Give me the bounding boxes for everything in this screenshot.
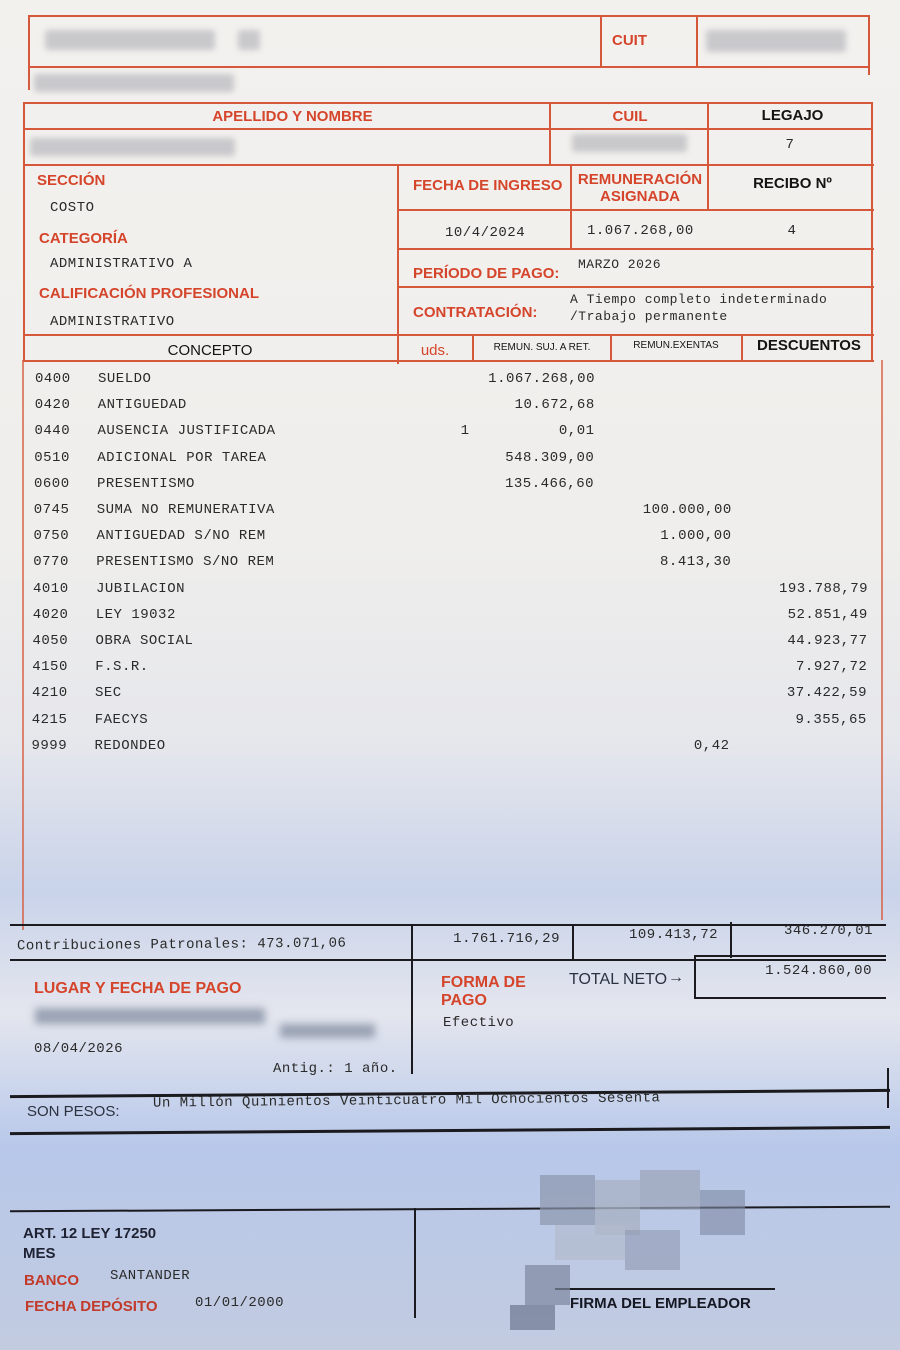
row-concept: PRESENTISMO [97,475,195,492]
redacted-cuil [572,134,687,152]
contratacion-line-1: A Tiempo completo indeterminado [570,292,828,307]
neto-box-bottom [694,997,886,999]
banco-label: BANCO [24,1272,79,1289]
row-remun-suj: 10.672,68 [514,397,595,414]
col-sep-ex [741,334,743,361]
remun-sep [570,164,572,249]
rule-1 [28,66,870,68]
neto-box-top [694,955,886,957]
row-remun-suj: 0,01 [558,423,595,440]
row-concept: REDONDEO [94,737,166,754]
total-descuentos: 346.270,01 [783,923,873,939]
row-code: 4020 [32,606,69,623]
calificacion-value: ADMINISTRATIVO [50,314,175,330]
banco-value: SANTANDER [110,1268,191,1284]
row-code: 4150 [32,659,68,676]
row-concept: OBRA SOCIAL [95,633,194,649]
row-uds: 1 [460,423,470,440]
total-neto-arrow: → [668,969,684,986]
row-code: 4210 [32,685,68,702]
row-descuento: 52.851,49 [787,606,868,623]
sonpesos-right [887,1068,889,1108]
col-remun-ex: REMUN.EXENTAS [633,340,719,351]
son-pesos-label: SON PESOS: [27,1103,120,1120]
rule-4 [24,164,874,166]
redacted-place [35,1008,265,1024]
firma-empleador-label: FIRMA DEL EMPLEADOR [570,1295,751,1312]
remuneracion-value: 1.067.268,00 [587,223,694,239]
redacted-company-name [45,30,215,50]
footer-sep [414,1208,416,1318]
son-pesos-value: Un Millón Quinientos Veinticuatro Mil Ochocientos Sesenta [152,1090,661,1112]
row-remun-ex: 1.000,00 [660,528,732,545]
row-remun-suj: 1.067.268,00 [488,371,595,387]
remuneracion-label-2: ASIGNADA [599,188,680,205]
row-code: 0510 [34,449,70,466]
col-concepto: CONCEPTO [167,342,253,359]
row-concept: SUMA NO REMUNERATIVA [96,502,275,518]
cuit-sep-1 [600,15,602,67]
forma-pago-label-1: FORMA DE [441,974,526,991]
rule-7 [398,286,874,288]
row-code: 0440 [34,423,71,440]
cuit-sep-2 [696,15,698,67]
total-remun-suj: 1.761.716,29 [453,931,560,947]
forma-pago-value: Efectivo [443,1015,515,1031]
fecha-ingreso-label: FECHA DE INGRESO [413,177,563,194]
legajo-value: 7 [785,137,795,153]
cuil-label: CUIL [612,108,648,125]
redacted-cuit [706,30,846,52]
apellido-nombre-label: APELLIDO Y NOMBRE [212,108,373,125]
row-code: 4215 [31,711,68,728]
row-code: 4050 [32,633,69,649]
frame-left-top [28,15,30,90]
row-descuento: 9.355,65 [795,711,867,728]
row-descuento: 193.788,79 [778,580,868,597]
remuneracion-label-1: REMUNERACIÓN [577,171,703,188]
row-concept: FAECYS [94,711,149,728]
rule-3 [24,128,872,130]
fecha-pago-value: 08/04/2026 [34,1041,124,1057]
rule-2 [24,102,872,104]
recibo-label: RECIBO Nº [753,175,832,192]
row-concept: ANTIGUEDAD S/NO REM [96,528,266,545]
redacted-employee-name [30,138,235,156]
totals-bottom [10,959,886,961]
redacted-address [34,74,234,92]
fecha-ingreso-value: 10/4/2024 [445,225,526,241]
row-concept: ADICIONAL POR TAREA [97,449,267,466]
row-remun-ex: 100.000,00 [642,502,732,518]
row-code: 0770 [33,554,69,571]
recibo-value: 4 [787,223,797,239]
row-concept: AUSENCIA JUSTIFICADA [97,423,276,440]
calificacion-label: CALIFICACIÓN PROFESIONAL [39,285,259,302]
row-remun-suj: 135.466,60 [504,475,594,492]
totals-sep-2 [572,924,574,960]
row-code: 4010 [33,580,69,597]
col-uds: uds. [420,342,450,359]
cuil-sep [549,102,551,165]
body-left [22,360,24,930]
redacted-place-2 [280,1024,375,1038]
periodo-value: MARZO 2026 [578,257,662,272]
rule-6 [398,248,874,250]
total-neto-value: 1.524.860,00 [765,963,872,979]
contribuciones-patronales: Contribuciones Patronales: 473.071,06 [16,935,347,955]
total-remun-ex: 109.413,72 [628,927,718,943]
col-sep-suj [610,334,612,361]
row-remun-suj: 548.309,00 [505,449,595,466]
row-descuento: 37.422,59 [786,685,867,702]
art-line-1: ART. 12 LEY 17250 [23,1225,157,1242]
frame-top [28,15,870,17]
total-neto-label: TOTAL NETO [569,971,668,988]
lugar-fecha-label: LUGAR Y FECHA DE PAGO [34,980,242,997]
legajo-label: LEGAJO [761,107,824,124]
art-line-2: MES [23,1245,56,1262]
row-concept: SEC [95,685,122,702]
row-concept: SUELDO [98,371,152,387]
row-remun-ex: 0,42 [693,737,730,754]
totals-sep-1 [411,924,413,1074]
seccion-value: COSTO [50,200,95,216]
forma-pago-label-2: PAGO [441,992,487,1009]
row-code: 9999 [31,737,68,754]
body-right [881,360,883,920]
neto-box-left [694,955,696,999]
row-code: 0750 [33,528,70,545]
row-remun-ex: 8.413,30 [660,554,732,571]
col-remun-suj: REMUN. SUJ. A RET. [493,342,591,353]
row-descuento: 7.927,72 [796,659,868,676]
legajo-sep [707,102,709,210]
row-code: 0400 [35,371,71,387]
row-concept: ANTIGUEDAD [97,397,187,414]
row-concept: LEY 19032 [95,606,176,623]
categoria-label: CATEGORÍA [39,230,128,247]
fecha-deposito-label: FECHA DEPÓSITO [25,1298,158,1315]
categoria-value: ADMINISTRATIVO A [50,256,193,272]
col-sep-uds [472,334,474,361]
fecha-deposito-value: 01/01/2000 [195,1295,285,1311]
contratacion-line-2: /Trabajo permanente [570,309,728,324]
row-concept: F.S.R. [95,659,149,676]
rule-8 [24,334,874,336]
row-code: 0420 [34,397,71,414]
redacted-company-extra [238,30,260,50]
cuit-label: CUIT [612,32,647,49]
frame-right [871,102,873,362]
col-descuentos: DESCUENTOS [757,337,861,354]
totals-sep-3 [730,922,732,958]
contratacion-label: CONTRATACIÓN: [413,304,538,321]
periodo-label: PERÍODO DE PAGO: [413,265,560,282]
row-descuento: 44.923,77 [787,633,868,649]
row-concept: JUBILACION [96,580,186,597]
rule-5 [398,209,874,211]
row-code: 0600 [34,475,70,492]
row-code: 0745 [33,502,70,518]
sonpesos-bottom [10,1126,890,1135]
rule-9 [24,360,874,362]
antiguedad-value: Antig.: 1 año. [273,1061,398,1077]
frame-left [23,102,25,362]
row-concept: PRESENTISMO S/NO REM [96,554,275,571]
seccion-label: SECCIÓN [37,172,106,189]
